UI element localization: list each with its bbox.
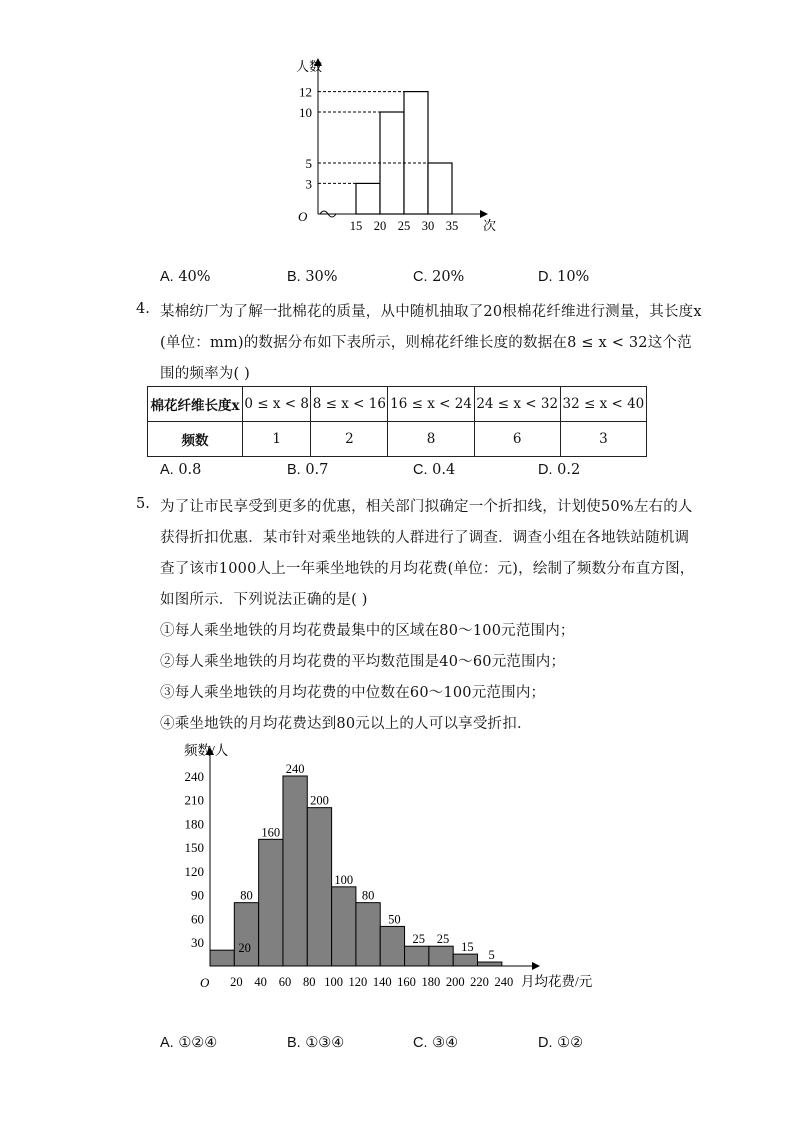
q4-text-line-1: 某棉纺厂为了解一批棉花的质量，从中随机抽取了20根棉花纤维进行测量，其长度x — [160, 304, 702, 320]
q5-option-c: C. ③④ — [413, 1035, 459, 1051]
x-tick-label: 15 — [349, 219, 363, 233]
data-label: 25 — [412, 932, 425, 947]
x-tick-label: 100 — [324, 975, 343, 989]
data-label: 200 — [310, 793, 329, 808]
y-tick-label: 210 — [184, 792, 204, 808]
histogram-bar — [380, 926, 404, 966]
table-cell: 3 — [560, 422, 646, 457]
q5-statement-1: ①每人乘坐地铁的月均花费最集中的区域在80～100元范围内； — [160, 623, 575, 639]
table-header-cell: 棉花纤维长度x — [148, 387, 243, 422]
table-header-cell: 频数 — [148, 422, 243, 457]
x-tick-label: 120 — [348, 975, 368, 989]
histogram-chart-2 — [170, 735, 620, 995]
table-cell: 8 ≤ x < 16 — [311, 387, 388, 422]
x-tick-label: 140 — [372, 975, 392, 989]
data-label: 80 — [240, 888, 253, 903]
x-tick-label: 35 — [445, 219, 459, 233]
q3-option-c: C. 20% — [413, 269, 465, 285]
y-tick-label: 150 — [184, 840, 204, 856]
y-tick-label: 180 — [184, 816, 204, 832]
q3-option-a: A. 40% — [160, 269, 211, 285]
x-axis-title: 次 — [483, 218, 497, 233]
data-label: 50 — [388, 912, 401, 927]
x-tick-label: 160 — [397, 975, 416, 989]
histogram-bar — [332, 887, 356, 966]
x-tick-label: 80 — [303, 975, 316, 989]
table-row — [148, 422, 647, 457]
x-tick-label: 220 — [470, 975, 489, 989]
x-axis-arrow — [532, 962, 540, 970]
data-label: 20 — [238, 941, 251, 956]
q4-option-c: C. 0.4 — [413, 462, 456, 478]
x-tick-label: 25 — [397, 219, 411, 233]
origin-label: O — [200, 975, 210, 990]
histogram-bar — [307, 808, 331, 966]
x-tick-label: 240 — [494, 975, 514, 989]
table-cell: 6 — [474, 422, 560, 457]
table-cell: 32 ≤ x < 40 — [560, 387, 646, 422]
y-tick-label: 30 — [191, 935, 204, 951]
y-tick-label: 90 — [191, 887, 204, 903]
histogram-bar — [405, 946, 429, 966]
q4-number: 4. — [136, 301, 150, 317]
q4-option-b: B. 0.7 — [287, 462, 329, 478]
y-tick-label: 5 — [305, 156, 312, 171]
histogram-bar — [478, 962, 502, 966]
q5-option-b: B. ①③④ — [287, 1035, 345, 1051]
histogram-bar — [429, 946, 453, 966]
q5-text-line-4: 如图所示．下列说法正确的是( ) — [160, 592, 368, 608]
table-row — [148, 387, 647, 422]
data-label: 5 — [488, 948, 495, 963]
x-tick-label: 60 — [278, 975, 292, 989]
x-tick-label: 40 — [254, 975, 267, 989]
table-cell: 0 ≤ x < 8 — [243, 387, 311, 422]
histogram-bar — [210, 950, 234, 966]
q5-statement-4: ④乘坐地铁的月均花费达到80元以上的人可以享受折扣． — [160, 716, 532, 732]
q5-text-line-1: 为了让市民享受到更多的优惠，相关部门拟确定一个折扣线，计划使50%左右的人 — [160, 499, 693, 515]
table-cell: 16 ≤ x < 24 — [388, 387, 474, 422]
histogram-chart-1 — [280, 50, 510, 240]
q5-statement-3: ③每人乘坐地铁的月均花费的中位数在60～100元范围内； — [160, 685, 546, 701]
q3-option-d: D. 10% — [538, 269, 590, 285]
y-axis-title: 频数/人 — [184, 743, 229, 758]
x-tick-label: 20 — [373, 219, 387, 233]
x-axis-title: 月均花费/元 — [521, 974, 593, 989]
histogram-bar — [404, 92, 428, 214]
histogram-bar — [283, 776, 307, 966]
q5-option-d: D. ①② — [538, 1035, 584, 1051]
table-cell: 1 — [243, 422, 311, 457]
y-tick-label: 60 — [191, 911, 204, 927]
histogram-bar — [259, 839, 283, 966]
x-tick-label: 180 — [421, 975, 441, 989]
data-label: 80 — [361, 888, 375, 903]
table-cell: 24 ≤ x < 32 — [474, 387, 560, 422]
x-tick-label: 200 — [445, 975, 465, 989]
histogram-bar — [356, 183, 380, 214]
x-axis-arrow — [480, 210, 488, 218]
q4-frequency-table — [147, 386, 647, 457]
data-label: 240 — [285, 761, 305, 776]
q5-number: 5. — [136, 496, 150, 512]
q5-statement-2: ②每人乘坐地铁的月均花费的平均数范围是40～60元范围内； — [160, 654, 566, 670]
histogram-bar — [428, 163, 452, 214]
y-tick-label: 12 — [299, 84, 312, 100]
table-cell: 8 — [388, 422, 474, 457]
histogram-bar — [234, 903, 258, 966]
y-axis-title: 人数 — [296, 59, 323, 74]
histogram-bar — [453, 954, 477, 966]
y-tick-label: 120 — [184, 863, 204, 879]
data-label: 100 — [334, 872, 354, 887]
y-tick-label: 3 — [305, 176, 312, 192]
q4-option-d: D. 0.2 — [538, 462, 581, 478]
q4-text-line-3: 围的频率为( ) — [160, 366, 251, 382]
q5-option-a: A. ①②④ — [160, 1035, 218, 1051]
q5-text-line-2: 获得折扣优惠．某市针对乘坐地铁的人群进行了调查．调查小组在各地铁站随机调 — [160, 530, 690, 546]
q4-option-a: A. 0.8 — [160, 462, 202, 478]
histogram-bar — [356, 903, 380, 966]
data-label: 160 — [261, 825, 281, 840]
q4-text-line-2: (单位：mm)的数据分布如下表所示，则棉花纤维长度的数据在8 ≤ x < 32这个范 — [160, 335, 692, 351]
y-tick-label: 10 — [299, 105, 312, 120]
origin-label: O — [298, 209, 308, 224]
x-tick-label: 30 — [421, 219, 435, 233]
q5-text-line-3: 查了该市1000人上一年乘坐地铁的月均花费(单位：元)，绘制了频数分布直方图， — [160, 561, 695, 577]
x-tick-label: 20 — [230, 975, 243, 989]
table-cell: 2 — [311, 422, 388, 457]
data-label: 15 — [461, 940, 474, 955]
q3-option-b: B. 30% — [287, 269, 338, 285]
data-label: 25 — [436, 932, 450, 947]
y-tick-label: 240 — [184, 768, 204, 784]
